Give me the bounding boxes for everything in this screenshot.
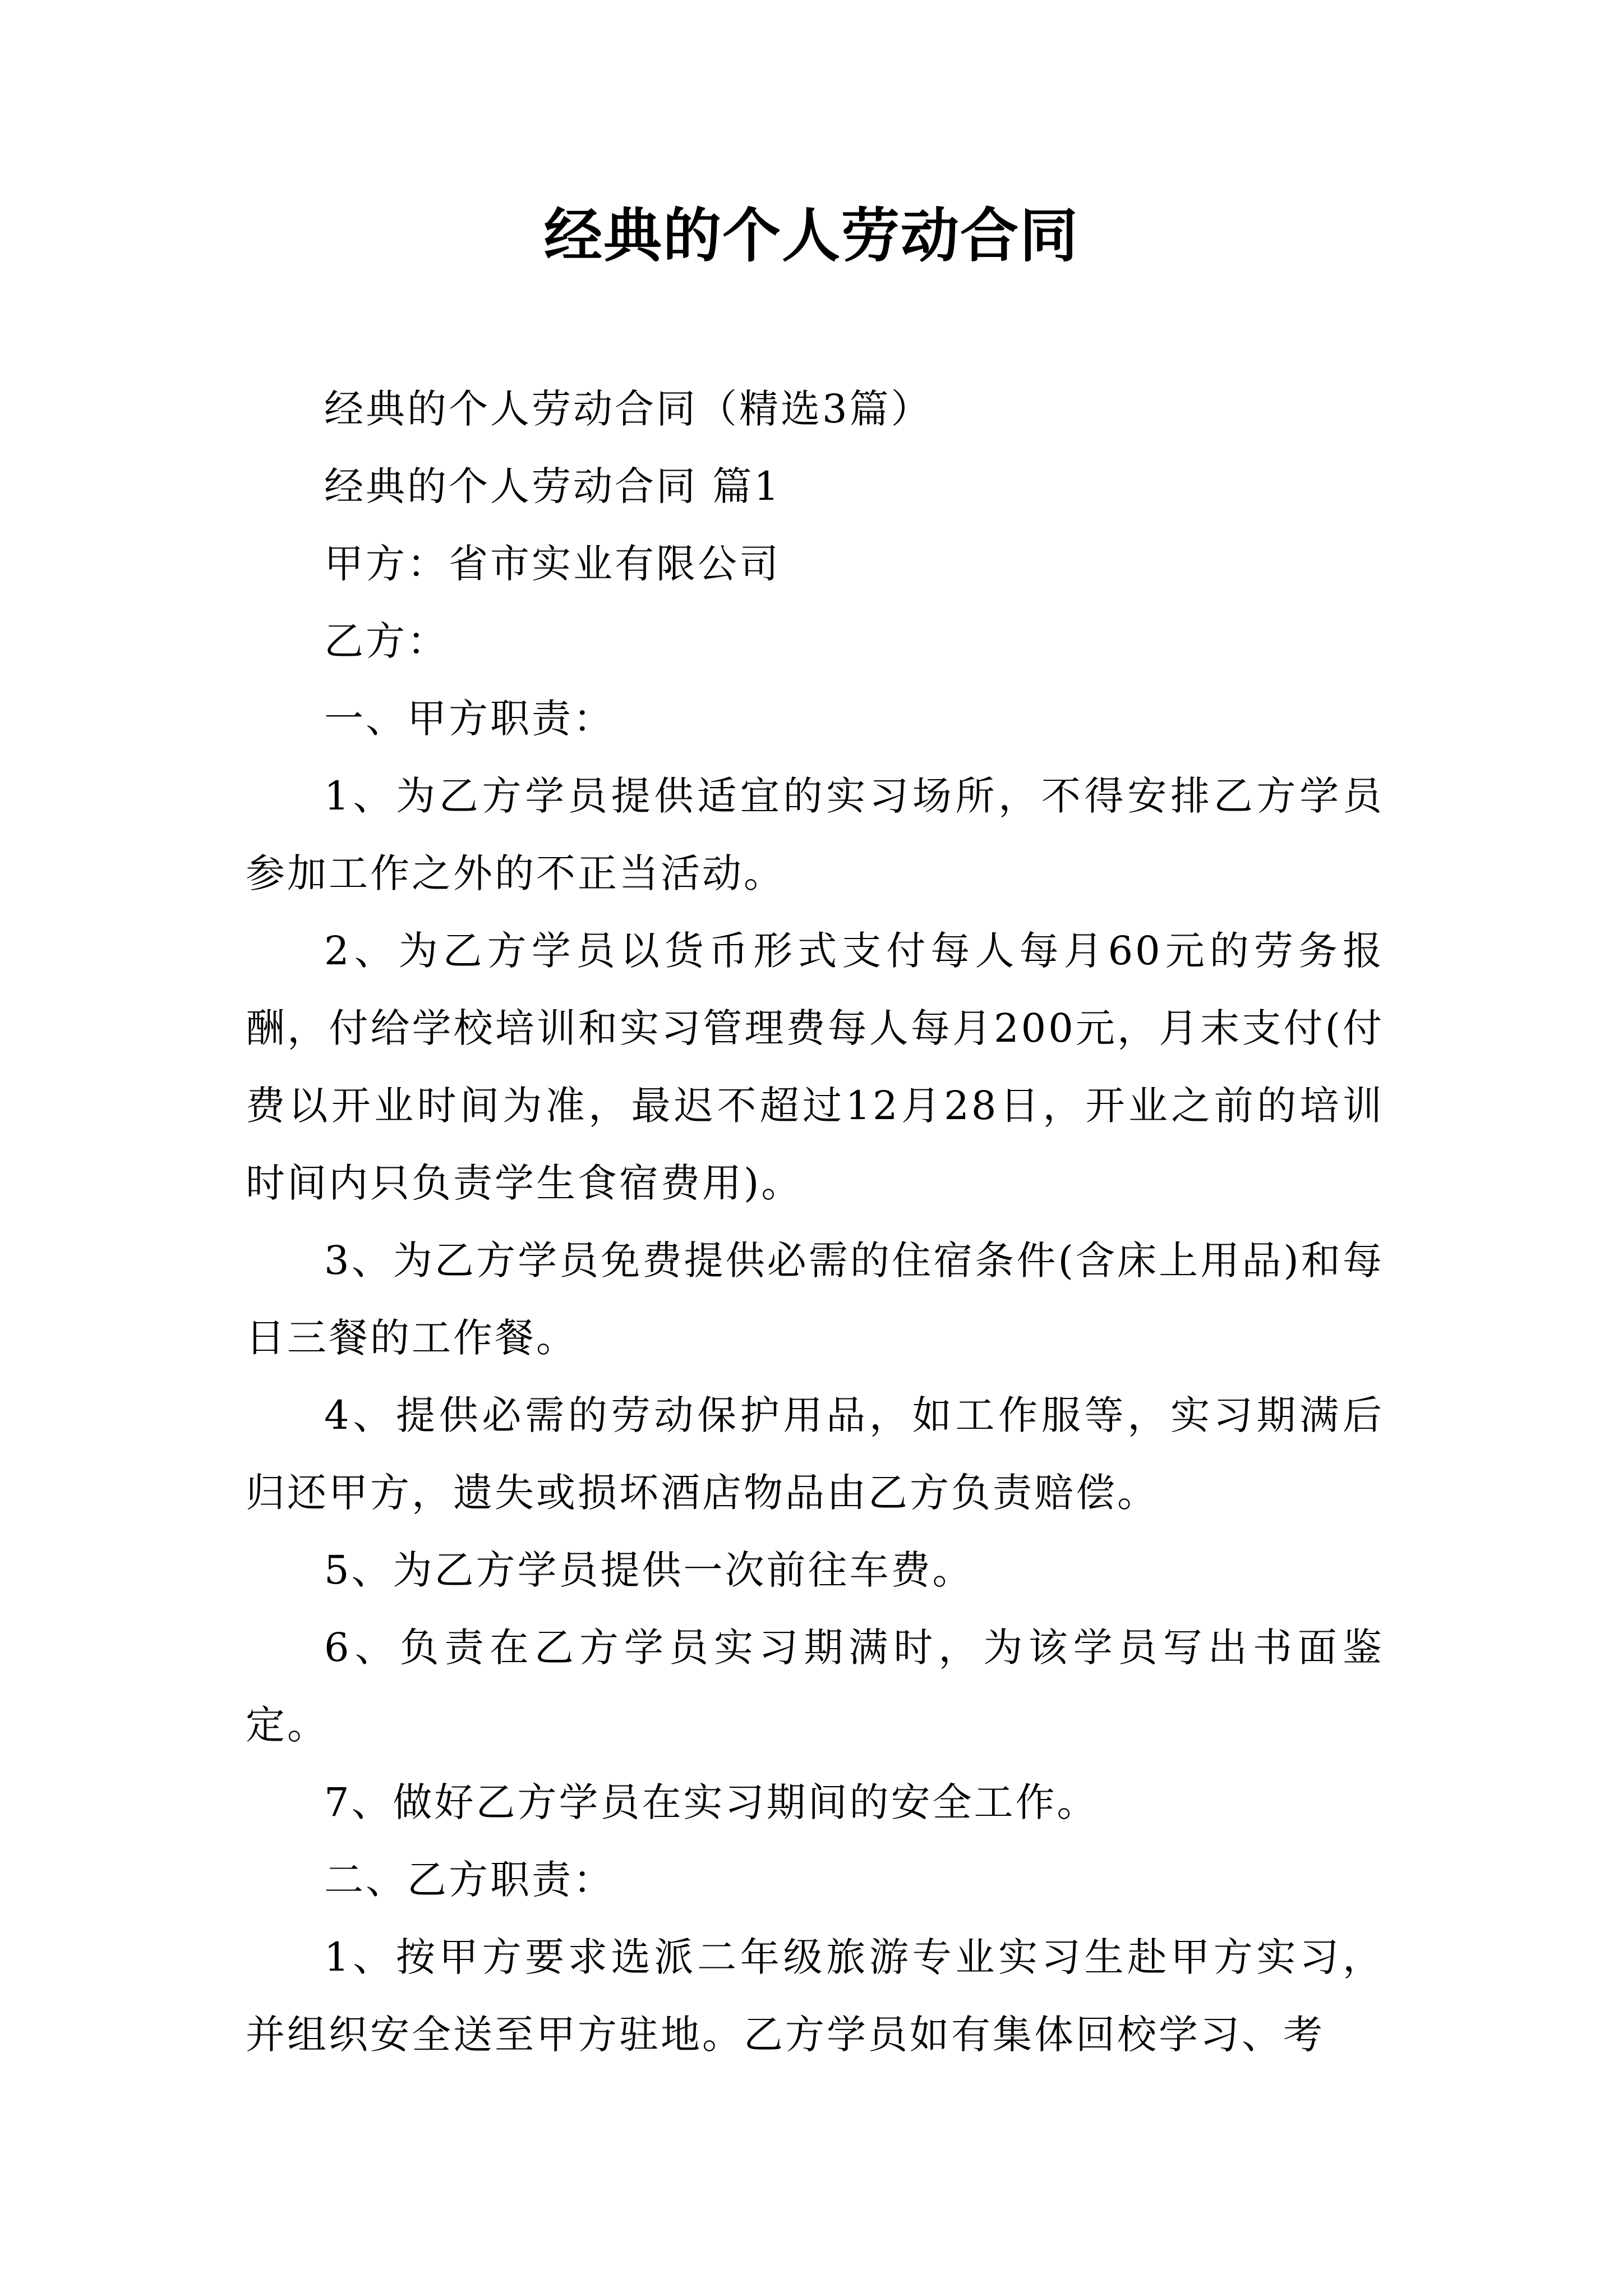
paragraph-clause: 3、为乙方学员免费提供必需的住宿条件(含床上用品)和每日三餐的工作餐。 bbox=[246, 1237, 1384, 1361]
paragraph-section-heading: 二、乙方职责： bbox=[324, 1857, 615, 1903]
paragraph-clause: 5、为乙方学员提供一次前往车费。 bbox=[324, 1547, 974, 1593]
paragraph-section-heading: 一、甲方职责： bbox=[324, 696, 615, 742]
document-title: 经典的个人劳动合同 bbox=[543, 201, 1079, 270]
paragraph-clause: 6、负责在乙方学员实习期满时，为该学员写出书面鉴定。 bbox=[246, 1625, 1384, 1748]
paragraph-clause: 1、为乙方学员提供适宜的实习场所，不得安排乙方学员参加工作之外的不正当活动。 bbox=[246, 773, 1384, 896]
paragraph-party-b: 乙方： bbox=[324, 618, 449, 664]
paragraph-collection-heading: 经典的个人劳动合同（精选3篇） bbox=[324, 386, 933, 432]
paragraph-clause: 2、为乙方学员以货币形式支付每人每月60元的劳务报酬，付给学校培训和实习管理费每人每月200元，月末支付(付费以开业时间为准，最迟不超过12月28日，开业之前的培训时间内只负责学生食宿费用)。 bbox=[246, 928, 1384, 1206]
document-body bbox=[246, 370, 1384, 2073]
paragraph-part-heading: 经典的个人劳动合同 篇1 bbox=[324, 463, 781, 509]
paragraph-clause: 1、按甲方要求选派二年级旅游专业实习生赴甲方实习，并组织安全送至甲方驻地。乙方学员如有集体回校学习、考 bbox=[246, 1934, 1384, 2058]
paragraph-clause: 7、做好乙方学员在实习期间的安全工作。 bbox=[324, 1779, 1099, 1825]
paragraph-clause: 4、提供必需的劳动保护用品，如工作服等，实习期满后归还甲方，遗失或损坏酒店物品由乙方负责赔偿。 bbox=[246, 1392, 1384, 1516]
paragraph-party-a: 甲方：省市实业有限公司 bbox=[324, 541, 781, 587]
